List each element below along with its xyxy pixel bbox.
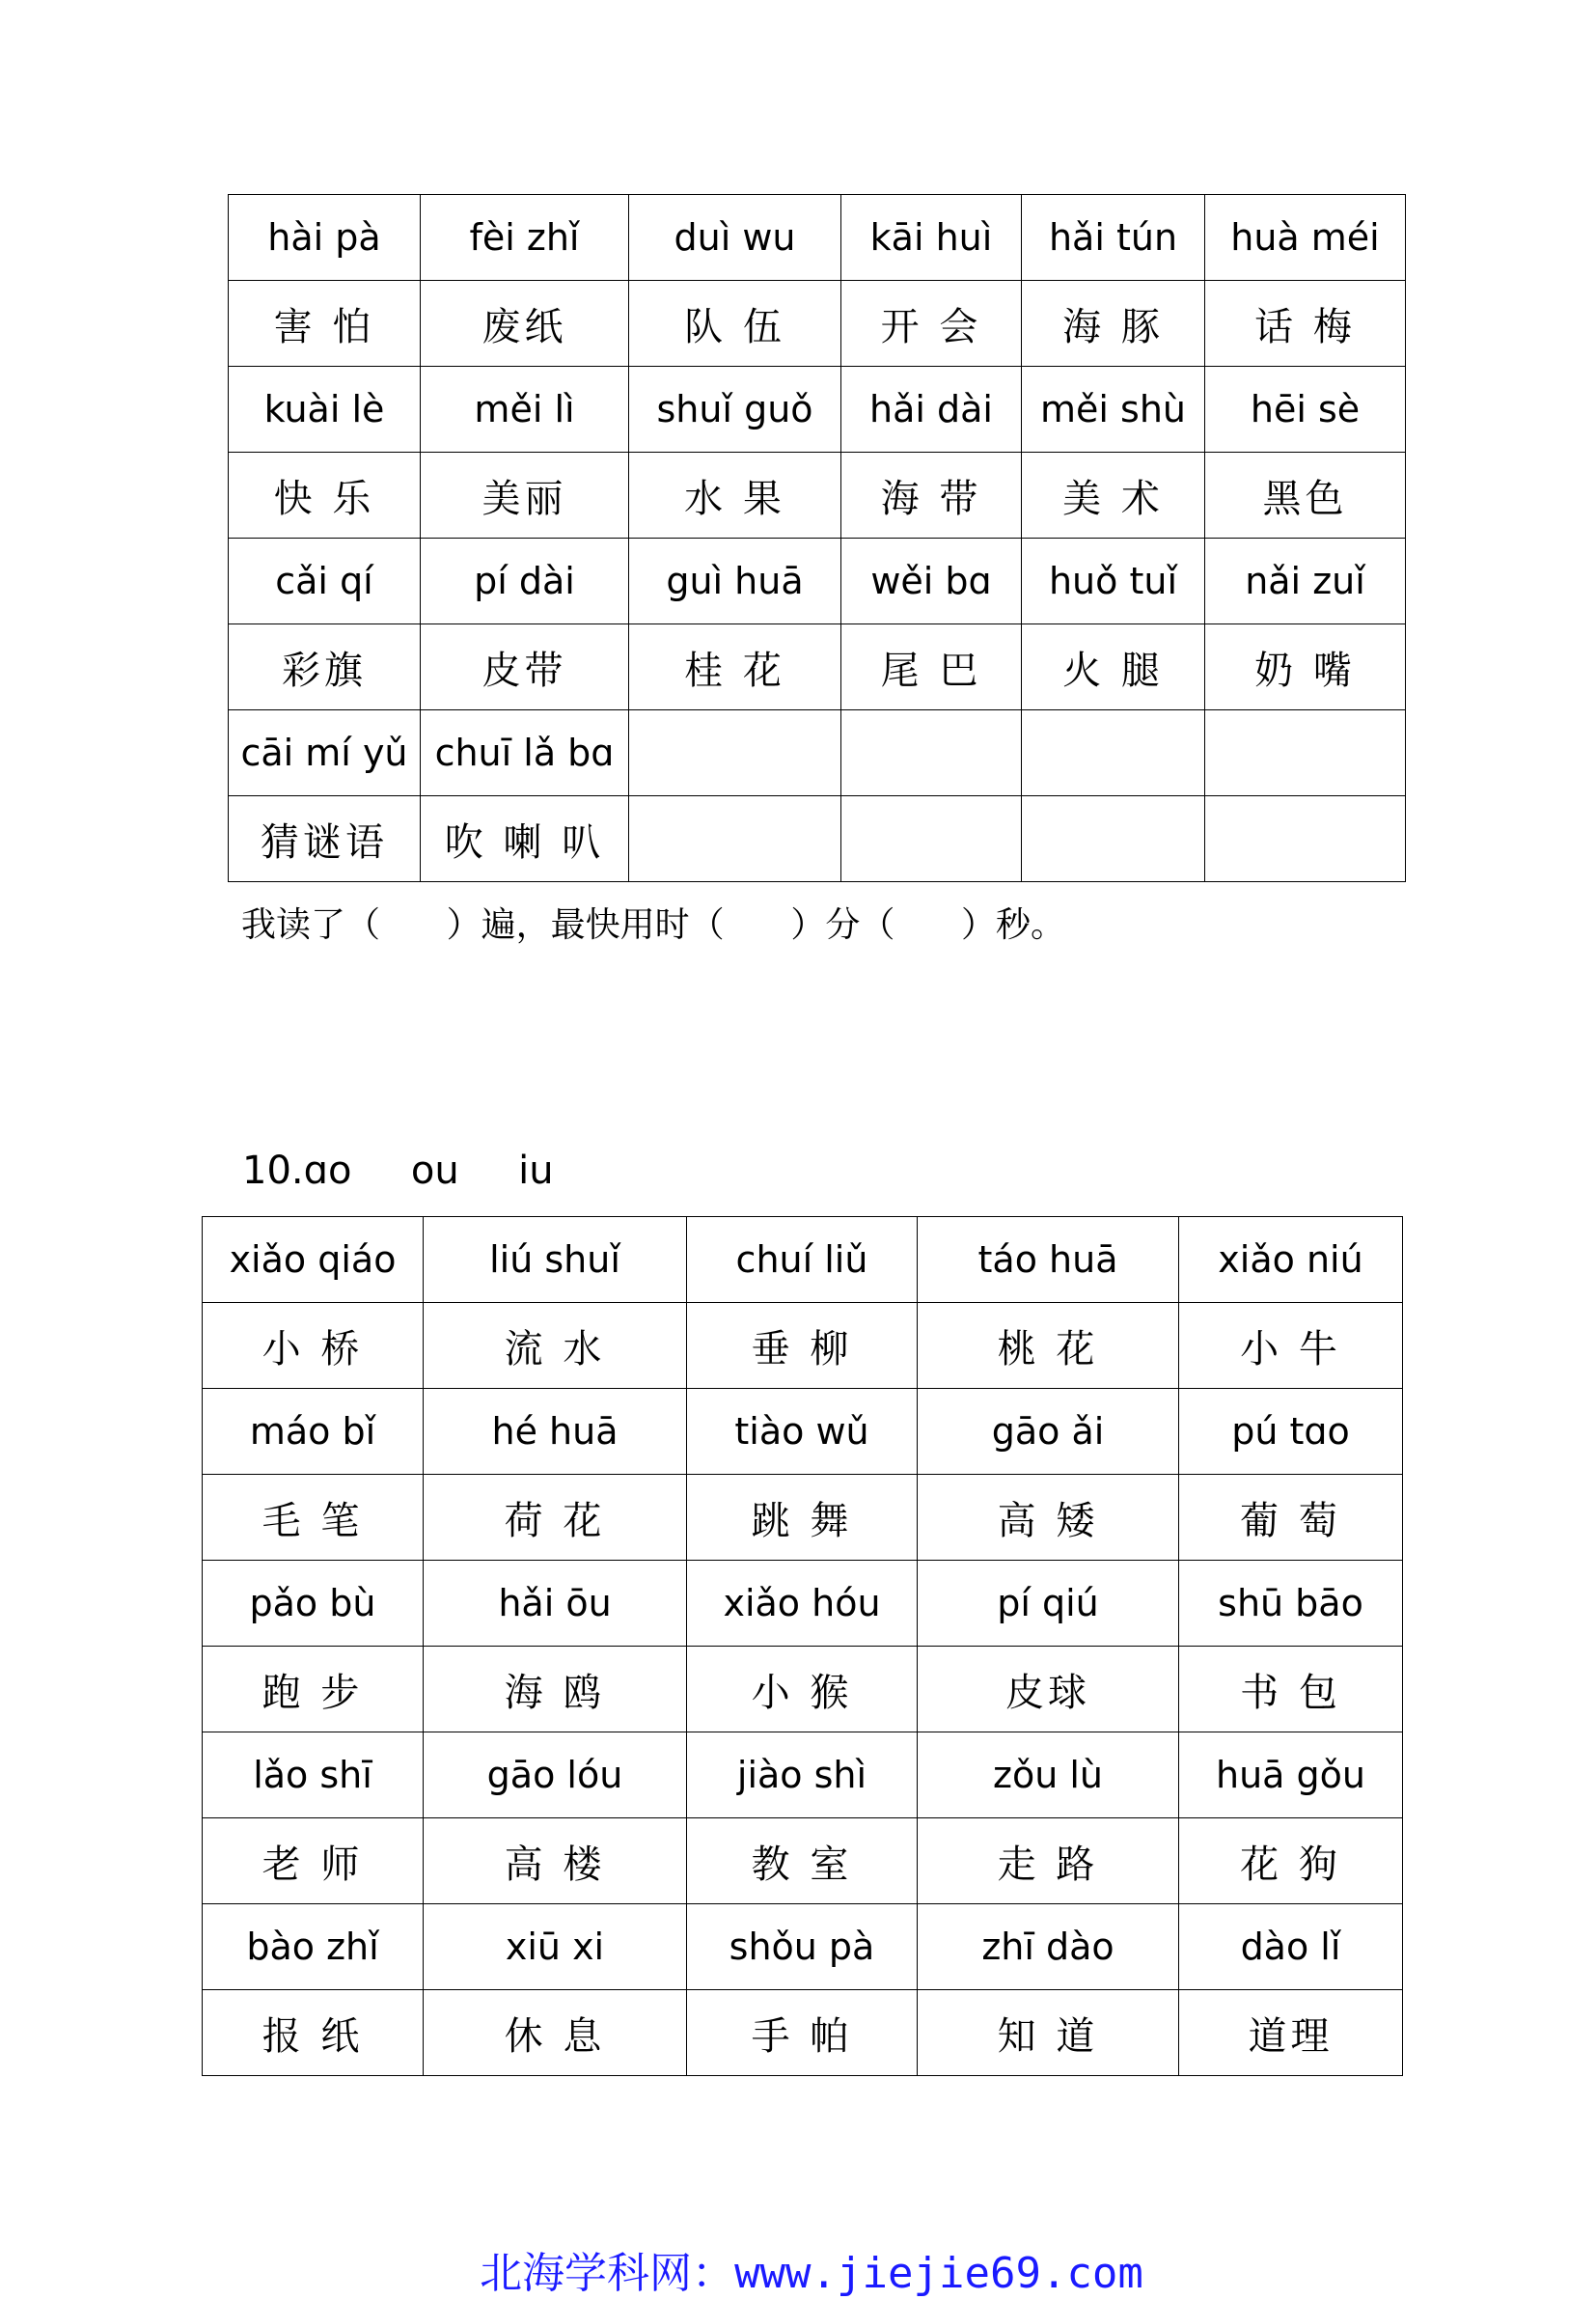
hanzi-cell: 教 室: [687, 1818, 918, 1904]
hanzi-cell: 吹 喇 叭: [421, 796, 629, 882]
hanzi-cell: 高 楼: [424, 1818, 687, 1904]
hanzi-cell: 流 水: [424, 1303, 687, 1389]
table2-row: [203, 1217, 1403, 1303]
pinyin-cell: chuí liǔ: [687, 1217, 918, 1303]
pinyin-cell: cǎi qí: [229, 539, 421, 624]
hanzi-cell: 花 狗: [1179, 1818, 1403, 1904]
table1-row: [229, 796, 1406, 882]
pinyin-cell: [1022, 710, 1205, 796]
pinyin-cell: chuī lǎ bɑ: [421, 710, 629, 796]
hanzi-cell: 开 会: [841, 281, 1022, 367]
hanzi-cell: 手 帕: [687, 1990, 918, 2076]
hanzi-cell: 小 桥: [203, 1303, 424, 1389]
hanzi-cell: 水 果: [629, 453, 841, 539]
footer-watermark: [0, 2189, 1596, 2300]
pinyin-cell: [1205, 710, 1406, 796]
pinyin-cell: zǒu lù: [918, 1732, 1179, 1818]
hanzi-cell: [841, 796, 1022, 882]
table2-row: [203, 1818, 1403, 1904]
pinyin-cell: jiào shì: [687, 1732, 918, 1818]
hanzi-cell: 害 怕: [229, 281, 421, 367]
pinyin-cell: xiū xi: [424, 1904, 687, 1990]
footer-url: www.jiejie69.com: [734, 2249, 1143, 2298]
pinyin-cell: hé huā: [424, 1389, 687, 1475]
pinyin-cell: gāo ǎi: [918, 1389, 1179, 1475]
table2-row: [203, 1389, 1403, 1475]
pinyin-cell: shǒu pà: [687, 1904, 918, 1990]
pinyin-cell: wěi bɑ: [841, 539, 1022, 624]
hanzi-cell: 黑色: [1205, 453, 1406, 539]
pinyin-cell: kuài lè: [229, 367, 421, 453]
pinyin-cell: hēi sè: [1205, 367, 1406, 453]
table1-row: [229, 281, 1406, 367]
hanzi-cell: 葡 萄: [1179, 1475, 1403, 1561]
hanzi-cell: 道理: [1179, 1990, 1403, 2076]
hanzi-cell: 皮球: [918, 1647, 1179, 1732]
hanzi-cell: 知 道: [918, 1990, 1179, 2076]
table2-row: [203, 1303, 1403, 1389]
section-title: 10.ɑo ou iu: [242, 1149, 554, 1193]
hanzi-cell: 话 梅: [1205, 281, 1406, 367]
hanzi-cell: 皮带: [421, 624, 629, 710]
pinyin-cell: shuǐ guǒ: [629, 367, 841, 453]
pinyin-cell: [629, 710, 841, 796]
hanzi-cell: 美 术: [1022, 453, 1205, 539]
pinyin-table-2: [202, 1216, 1403, 2076]
pinyin-cell: liú shuǐ: [424, 1217, 687, 1303]
table1-row: [229, 710, 1406, 796]
table2-row: [203, 1647, 1403, 1732]
hanzi-cell: [1205, 796, 1406, 882]
pinyin-cell: huǒ tuǐ: [1022, 539, 1205, 624]
hanzi-cell: 快 乐: [229, 453, 421, 539]
pinyin-cell: táo huā: [918, 1217, 1179, 1303]
pinyin-cell: měi lì: [421, 367, 629, 453]
pinyin-cell: bào zhǐ: [203, 1904, 424, 1990]
hanzi-cell: 废纸: [421, 281, 629, 367]
table1-row: [229, 453, 1406, 539]
pinyin-cell: pí dài: [421, 539, 629, 624]
pinyin-cell: [841, 710, 1022, 796]
hanzi-cell: 垂 柳: [687, 1303, 918, 1389]
table2-row: [203, 1561, 1403, 1647]
reading-record-line: 我读了（ ）遍，最快用时（ ）分（ ）秒。: [241, 905, 1065, 945]
hanzi-cell: 走 路: [918, 1818, 1179, 1904]
hanzi-cell: 小 牛: [1179, 1303, 1403, 1389]
pinyin-cell: pú tɑo: [1179, 1389, 1403, 1475]
hanzi-cell: 尾 巴: [841, 624, 1022, 710]
hanzi-cell: 海 鸥: [424, 1647, 687, 1732]
pinyin-cell: gāo lóu: [424, 1732, 687, 1818]
hanzi-cell: 桃 花: [918, 1303, 1179, 1389]
hanzi-cell: 报 纸: [203, 1990, 424, 2076]
pinyin-cell: lǎo shī: [203, 1732, 424, 1818]
hanzi-cell: [1022, 796, 1205, 882]
hanzi-cell: 桂 花: [629, 624, 841, 710]
hanzi-cell: 休 息: [424, 1990, 687, 2076]
hanzi-cell: 奶 嘴: [1205, 624, 1406, 710]
pinyin-cell: zhī dào: [918, 1904, 1179, 1990]
hanzi-cell: 猜谜语: [229, 796, 421, 882]
pinyin-cell: nǎi zuǐ: [1205, 539, 1406, 624]
pinyin-cell: hǎi tún: [1022, 195, 1205, 281]
pinyin-cell: dào lǐ: [1179, 1904, 1403, 1990]
hanzi-cell: 小 猴: [687, 1647, 918, 1732]
pinyin-cell: pí qiú: [918, 1561, 1179, 1647]
table1-row: [229, 195, 1406, 281]
hanzi-cell: 荷 花: [424, 1475, 687, 1561]
pinyin-cell: huà méi: [1205, 195, 1406, 281]
table2-row: [203, 1732, 1403, 1818]
hanzi-cell: 跑 步: [203, 1647, 424, 1732]
pinyin-cell: máo bǐ: [203, 1389, 424, 1475]
pinyin-cell: xiǎo hóu: [687, 1561, 918, 1647]
pinyin-table-1: [228, 194, 1406, 882]
pinyin-cell: duì wu: [629, 195, 841, 281]
table2-row: [203, 1475, 1403, 1561]
hanzi-cell: 毛 笔: [203, 1475, 424, 1561]
hanzi-cell: 书 包: [1179, 1647, 1403, 1732]
table2-row: [203, 1904, 1403, 1990]
hanzi-cell: 海 带: [841, 453, 1022, 539]
pinyin-cell: fèi zhǐ: [421, 195, 629, 281]
pinyin-cell: hǎi dài: [841, 367, 1022, 453]
pinyin-cell: měi shù: [1022, 367, 1205, 453]
pinyin-cell: cāi mí yǔ: [229, 710, 421, 796]
hanzi-cell: [629, 796, 841, 882]
hanzi-cell: 跳 舞: [687, 1475, 918, 1561]
pinyin-cell: xiǎo qiáo: [203, 1217, 424, 1303]
pinyin-cell: huā gǒu: [1179, 1732, 1403, 1818]
pinyin-cell: hǎi ōu: [424, 1561, 687, 1647]
pinyin-cell: hài pà: [229, 195, 421, 281]
pinyin-cell: shū bāo: [1179, 1561, 1403, 1647]
pinyin-cell: kāi huì: [841, 195, 1022, 281]
pinyin-cell: xiǎo niú: [1179, 1217, 1403, 1303]
table1-row: [229, 624, 1406, 710]
pinyin-cell: guì huā: [629, 539, 841, 624]
hanzi-cell: 老 师: [203, 1818, 424, 1904]
table1-row: [229, 367, 1406, 453]
pinyin-cell: tiào wǔ: [687, 1389, 918, 1475]
hanzi-cell: 队 伍: [629, 281, 841, 367]
footer-site-name: 北海学科网：: [480, 2249, 735, 2298]
hanzi-cell: 火 腿: [1022, 624, 1205, 710]
table1-row: [229, 539, 1406, 624]
hanzi-cell: 海 豚: [1022, 281, 1205, 367]
hanzi-cell: 彩旗: [229, 624, 421, 710]
table2-row: [203, 1990, 1403, 2076]
pinyin-cell: pǎo bù: [203, 1561, 424, 1647]
hanzi-cell: 美丽: [421, 453, 629, 539]
hanzi-cell: 高 矮: [918, 1475, 1179, 1561]
